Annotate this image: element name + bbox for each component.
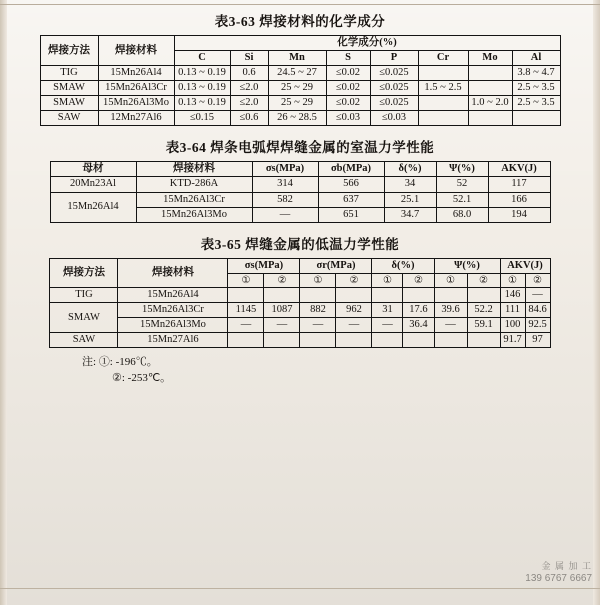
table-3-65-caption: 表3-65 焊缝金属的低温力学性能 (200, 236, 400, 252)
cell (336, 333, 372, 348)
cell (403, 288, 434, 303)
cell: 12Mn27Al6 (98, 111, 174, 126)
cell: 25 ~ 29 (268, 81, 326, 96)
cell: ≤0.025 (370, 66, 418, 81)
cell (300, 288, 336, 303)
sub-header-cell: ② (264, 273, 300, 288)
cell: 194 (488, 207, 550, 222)
cell: 34.7 (384, 207, 436, 222)
cell: ≤0.02 (326, 66, 370, 81)
cell: 0.13 ~ 0.19 (174, 96, 230, 111)
cell (403, 333, 434, 348)
header-cell: Si (230, 51, 268, 66)
cell: 3.8 ~ 4.7 (512, 66, 560, 81)
header-cell: δ(%) (384, 162, 436, 177)
cell: 26 ~ 28.5 (268, 111, 326, 126)
header-cell: P (370, 51, 418, 66)
header-cell-group: 化学成分(%) (174, 36, 560, 51)
cell (372, 333, 403, 348)
header-cell: Mo (468, 51, 512, 66)
cell: 146 (500, 288, 525, 303)
cell: 39.6 (434, 303, 467, 318)
header-cell: σs(MPa) (228, 258, 300, 273)
sub-header-cell: ② (336, 273, 372, 288)
cell: 59.1 (467, 318, 500, 333)
cell (468, 111, 512, 126)
cell: ≤0.15 (174, 111, 230, 126)
sub-header-cell: ② (467, 273, 500, 288)
cell: 36.4 (403, 318, 434, 333)
cell: SMAW (50, 303, 118, 333)
cell: 166 (488, 192, 550, 207)
cell (300, 333, 336, 348)
cell: — (434, 318, 467, 333)
header-cell: 焊接方法 (40, 36, 98, 66)
note-item-1: ①: -196℃。 (98, 356, 158, 369)
cell: SMAW (40, 81, 98, 96)
table-row (50, 177, 550, 192)
table-row (50, 318, 550, 333)
cell: ≤0.6 (230, 111, 268, 126)
cell: 1.5 ~ 2.5 (418, 81, 468, 96)
sub-header-cell: ② (403, 273, 434, 288)
watermark (525, 561, 592, 585)
cell: 97 (525, 333, 550, 348)
cell: 52 (436, 177, 488, 192)
table-3-65 (49, 258, 550, 349)
sub-header-cell: ① (434, 273, 467, 288)
table-row (40, 66, 560, 81)
cell: TIG (50, 288, 118, 303)
cell: 651 (318, 207, 384, 222)
header-cell: Mn (268, 51, 326, 66)
cell: ≤0.02 (326, 96, 370, 111)
cell: 17.6 (403, 303, 434, 318)
header-cell: Al (512, 51, 560, 66)
cell: ≤0.03 (370, 111, 418, 126)
cell: 20Mn23Al (50, 177, 136, 192)
cell: 34 (384, 177, 436, 192)
cell: 2.5 ~ 3.5 (512, 81, 560, 96)
cell (264, 288, 300, 303)
watermark-line-1: 金 属 加 工 (541, 561, 592, 572)
cell (264, 333, 300, 348)
cell (336, 288, 372, 303)
sub-header-cell: ① (372, 273, 403, 288)
cell: — (372, 318, 403, 333)
cell: SMAW (40, 96, 98, 111)
cell: 0.13 ~ 0.19 (174, 66, 230, 81)
cell (434, 288, 467, 303)
cell: 882 (300, 303, 336, 318)
header-cell: Ψ(%) (436, 162, 488, 177)
cell: — (264, 318, 300, 333)
header-cell: σb(MPa) (318, 162, 384, 177)
cell: SAW (40, 111, 98, 126)
cell: 15Mn26Al3Mo (136, 207, 252, 222)
cell: 24.5 ~ 27 (268, 66, 326, 81)
cell: 52.2 (467, 303, 500, 318)
cell (418, 66, 468, 81)
cell (372, 288, 403, 303)
note-line-1 (40, 355, 560, 371)
cell (467, 333, 500, 348)
header-cell: Ψ(%) (434, 258, 500, 273)
cell: 582 (252, 192, 318, 207)
cell: — (336, 318, 372, 333)
cell: 68.0 (436, 207, 488, 222)
header-cell: σs(MPa) (252, 162, 318, 177)
header-cell: σr(MPa) (300, 258, 372, 273)
table-row (50, 288, 550, 303)
cell: 15Mn26Al3Cr (136, 192, 252, 207)
cell: — (252, 207, 318, 222)
cell: 91.7 (500, 333, 525, 348)
cell (228, 288, 264, 303)
cell: — (300, 318, 336, 333)
cell: ≤0.025 (370, 96, 418, 111)
cell: KTD-286A (136, 177, 252, 192)
header-cell: 焊接材料 (136, 162, 252, 177)
cell: 111 (500, 303, 525, 318)
cell: 637 (318, 192, 384, 207)
cell: 1087 (264, 303, 300, 318)
cell: 92.5 (525, 318, 550, 333)
cell: ≤0.02 (326, 81, 370, 96)
table-row (50, 192, 550, 207)
sub-header-cell: ① (228, 273, 264, 288)
cell: 0.13 ~ 0.19 (174, 81, 230, 96)
cell: 84.6 (525, 303, 550, 318)
table-3-63 (40, 35, 561, 126)
cell (468, 66, 512, 81)
table-row (50, 162, 550, 177)
sub-header-cell: ① (500, 273, 525, 288)
table-row (50, 258, 550, 273)
cell (418, 96, 468, 111)
cell: 117 (488, 177, 550, 192)
cell: 314 (252, 177, 318, 192)
cell: 566 (318, 177, 384, 192)
table-3-64-caption: 表3-64 焊条电弧焊焊缝金属的室温力学性能 (165, 140, 435, 156)
note-line-2 (40, 371, 560, 387)
notes-label: 注: (82, 356, 97, 369)
cell: 1.0 ~ 2.0 (468, 96, 512, 111)
cell: ≤0.03 (326, 111, 370, 126)
header-cell: Cr (418, 51, 468, 66)
cell (468, 81, 512, 96)
table-row (50, 333, 550, 348)
cell: SAW (50, 333, 118, 348)
cell: 15Mn26Al4 (50, 192, 136, 222)
cell: ≤0.025 (370, 81, 418, 96)
header-cell: S (326, 51, 370, 66)
cell (228, 333, 264, 348)
cell: 15Mn26Al3Cr (118, 303, 228, 318)
table-3-64 (50, 161, 551, 222)
cell: ≤2.0 (230, 81, 268, 96)
header-cell: AKV(J) (500, 258, 550, 273)
table-row (40, 111, 560, 126)
sub-header-cell: ② (525, 273, 550, 288)
header-cell: 母材 (50, 162, 136, 177)
page-rule-bottom (0, 588, 600, 589)
note-item-2: ②: -253℃。 (112, 372, 172, 385)
cell: 25.1 (384, 192, 436, 207)
notes-block (40, 355, 560, 387)
cell (434, 333, 467, 348)
cell: 15Mn26Al3Mo (118, 318, 228, 333)
cell (418, 111, 468, 126)
header-cell: 焊接材料 (118, 258, 228, 288)
cell: 1145 (228, 303, 264, 318)
cell: 2.5 ~ 3.5 (512, 96, 560, 111)
cell: 15Mn27Al6 (118, 333, 228, 348)
cell: 0.6 (230, 66, 268, 81)
header-cell: 焊接材料 (98, 36, 174, 66)
header-cell: 焊接方法 (50, 258, 118, 288)
cell: 15Mn26Al3Mo (98, 96, 174, 111)
cell (467, 288, 500, 303)
cell: — (525, 288, 550, 303)
cell: — (228, 318, 264, 333)
cell: 962 (336, 303, 372, 318)
header-cell: C (174, 51, 230, 66)
cell: 31 (372, 303, 403, 318)
table-row (40, 36, 560, 51)
cell (512, 111, 560, 126)
cell: 15Mn26Al4 (98, 66, 174, 81)
table-3-63-caption: 表3-63 焊接材料的化学成分 (214, 14, 386, 29)
header-cell: AKV(J) (488, 162, 550, 177)
cell: 100 (500, 318, 525, 333)
table-row (40, 96, 560, 111)
header-cell: δ(%) (372, 258, 434, 273)
table-row (50, 303, 550, 318)
cell: TIG (40, 66, 98, 81)
table-row (40, 81, 560, 96)
cell: ≤2.0 (230, 96, 268, 111)
cell: 15Mn26Al3Cr (98, 81, 174, 96)
sub-header-cell: ① (300, 273, 336, 288)
watermark-line-2: 139 6767 6667 (525, 572, 592, 584)
cell: 25 ~ 29 (268, 96, 326, 111)
cell: 15Mn26Al4 (118, 288, 228, 303)
cell: 52.1 (436, 192, 488, 207)
